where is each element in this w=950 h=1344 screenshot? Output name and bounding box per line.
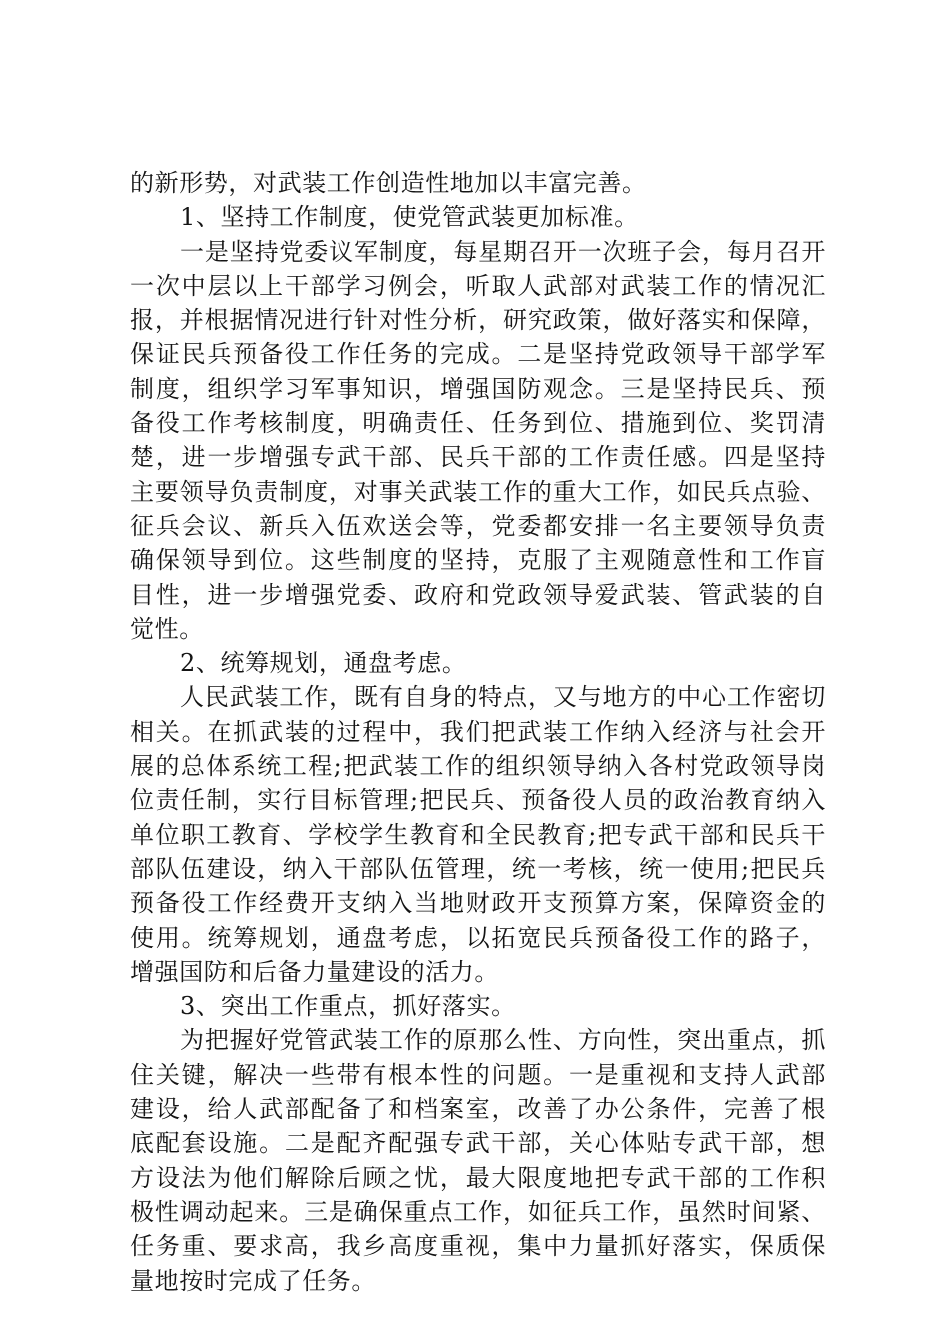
text-line: 底配套设施。二是配齐配强专武干部，关心体贴专武干部，想 bbox=[130, 1129, 826, 1158]
text-line: 目性，进一步增强党委、政府和党政领导爱武装、管武装的自 bbox=[130, 580, 826, 609]
text-line: 觉性。 bbox=[130, 614, 204, 643]
text-line: 增强国防和后备力量建设的活力。 bbox=[130, 957, 499, 986]
text-line: 主要领导负责制度，对事关武装工作的重大工作，如民兵点验、 bbox=[130, 477, 826, 506]
text-line: 预备役工作经费开支纳入当地财政开支预算方案，保障资金的 bbox=[130, 889, 826, 918]
text-line: 位责任制，实行目标管理;把民兵、预备役人员的政治教育纳入 bbox=[130, 786, 826, 815]
text-line: 建设，给人武部配备了和档案室，改善了办公条件，完善了根 bbox=[130, 1095, 826, 1124]
text-line: 报，并根据情况进行针对性分析，研究政策，做好落实和保障， bbox=[130, 306, 826, 335]
text-line: 一是坚持党委议军制度，每星期召开一次班子会，每月召开 bbox=[180, 237, 826, 266]
text-line: 保证民兵预备役工作任务的完成。二是坚持党政领导干部学军 bbox=[130, 340, 826, 369]
text-line: 住关键，解决一些带有根本性的问题。一是重视和支持人武部 bbox=[130, 1060, 826, 1089]
text-line: 备役工作考核制度，明确责任、任务到位、措施到位、奖罚清 bbox=[130, 409, 826, 438]
text-line: 1、坚持工作制度，使党管武装更加标准。 bbox=[180, 203, 639, 232]
text-line: 使用。统筹规划，通盘考虑，以拓宽民兵预备役工作的路子， bbox=[130, 923, 826, 952]
text-line: 单位职工教育、学校学生教育和全民教育;把专武干部和民兵干 bbox=[130, 820, 826, 849]
text-line: 制度，组织学习军事知识，增强国防观念。三是坚持民兵、预 bbox=[130, 374, 826, 403]
text-line: 楚，进一步增强专武干部、民兵干部的工作责任感。四是坚持 bbox=[130, 443, 826, 472]
text-line: 方设法为他们解除后顾之忧，最大限度地把专武干部的工作积 bbox=[130, 1163, 826, 1192]
text-line: 一次中层以上干部学习例会，听取人武部对武装工作的情况汇 bbox=[130, 271, 826, 300]
text-line: 征兵会议、新兵入伍欢送会等，党委都安排一名主要领导负责 bbox=[130, 511, 826, 540]
text-line: 2、统筹规划，通盘考虑。 bbox=[180, 649, 467, 678]
text-line: 人民武装工作，既有自身的特点，又与地方的中心工作密切 bbox=[180, 683, 826, 712]
text-line: 量地按时完成了任务。 bbox=[130, 1266, 376, 1295]
text-line: 确保领导到位。这些制度的坚持，克服了主观随意性和工作盲 bbox=[130, 546, 826, 575]
body-text bbox=[130, 166, 826, 1298]
text-line: 展的总体系统工程;把武装工作的组织领导纳入各村党政领导岗 bbox=[130, 752, 826, 781]
text-line: 极性调动起来。三是确保重点工作，如征兵工作，虽然时间紧、 bbox=[130, 1197, 826, 1226]
text-line: 任务重、要求高，我乡高度重视，集中力量抓好落实，保质保 bbox=[130, 1232, 826, 1261]
text-line: 部队伍建设，纳入干部队伍管理，统一考核，统一使用;把民兵 bbox=[130, 854, 826, 883]
text-line: 相关。在抓武装的过程中，我们把武装工作纳入经济与社会开 bbox=[130, 717, 826, 746]
text-line: 为把握好党管武装工作的原那么性、方向性，突出重点，抓 bbox=[180, 1026, 826, 1055]
text-line: 3、突出工作重点，抓好落实。 bbox=[180, 992, 516, 1021]
text-line: 的新形势，对武装工作创造性地加以丰富完善。 bbox=[130, 169, 647, 197]
